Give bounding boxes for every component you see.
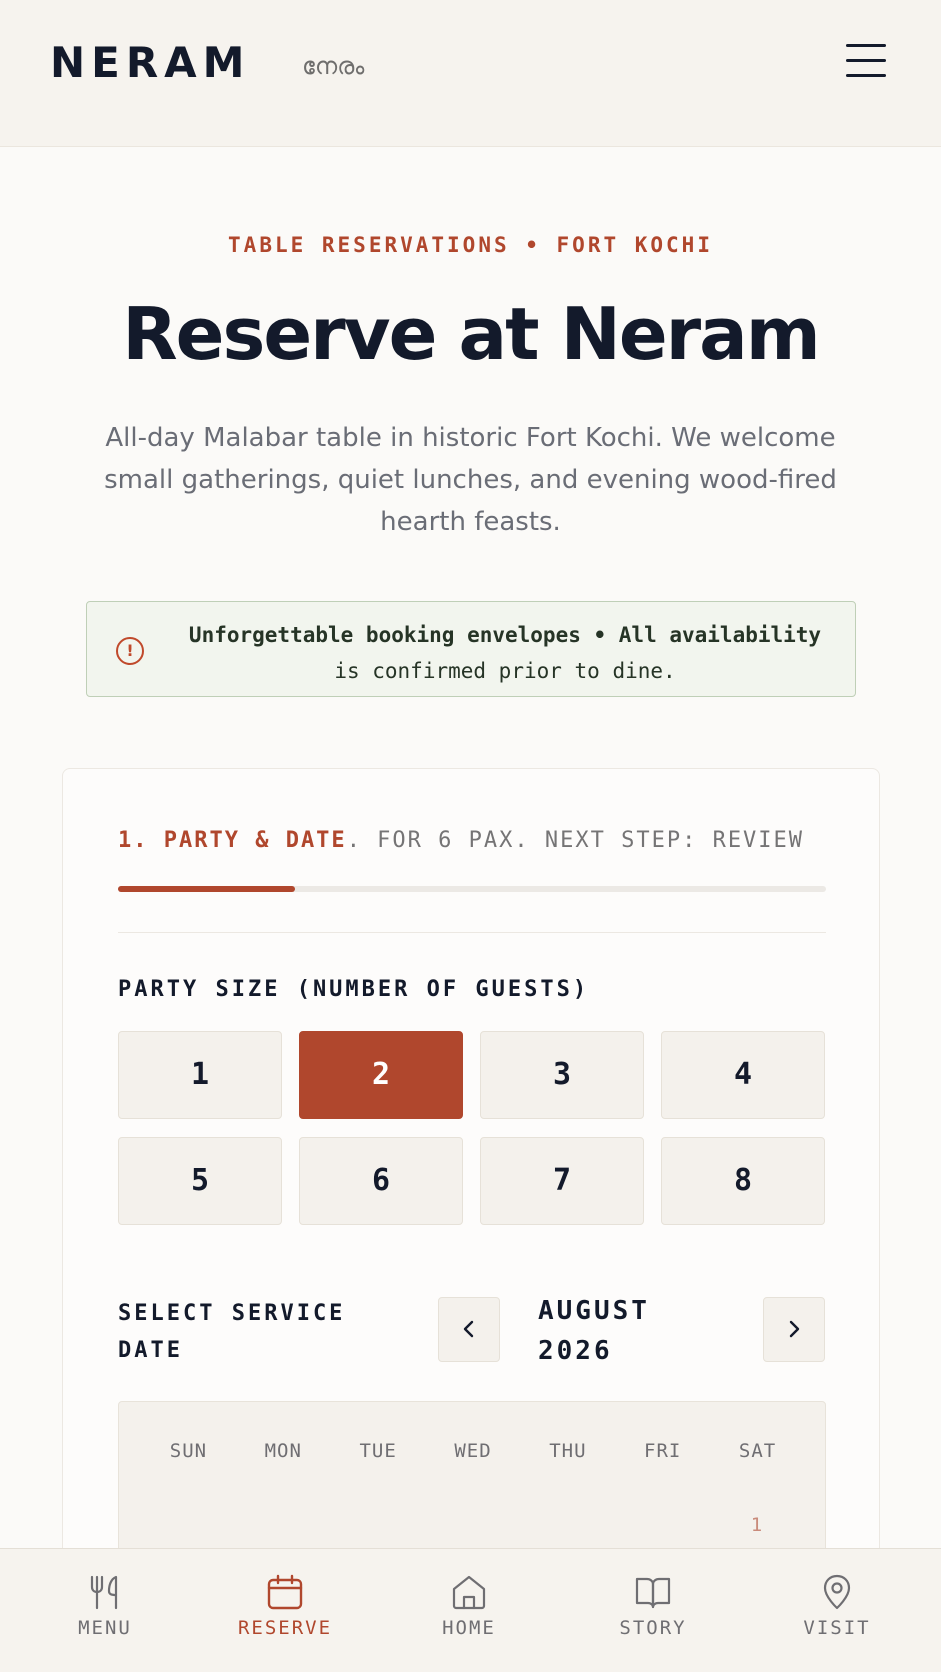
- step-rest: . FOR 6 PAX. NEXT STEP: REVIEW: [346, 828, 805, 853]
- chevron-right-icon: [783, 1318, 805, 1340]
- current-month: [538, 1291, 748, 1371]
- weekday-header: [141, 1440, 805, 1462]
- previous-month-button[interactable]: [438, 1297, 500, 1362]
- notice-lead: Unforgettable booking envelopes • All availability: [188, 623, 822, 647]
- party-size-option[interactable]: 6: [299, 1137, 463, 1225]
- divider: [118, 932, 826, 933]
- weekday-label: TUE: [359, 1440, 397, 1462]
- weekday-label: THU: [549, 1440, 587, 1462]
- nav-reserve-label: RESERVE: [237, 1617, 333, 1639]
- party-size-option[interactable]: 5: [118, 1137, 282, 1225]
- party-size-label: PARTY SIZE (NUMBER OF GUESTS): [118, 977, 590, 1002]
- nav-home-label: HOME: [442, 1617, 496, 1639]
- hamburger-menu-icon[interactable]: [846, 44, 886, 78]
- map-pin-icon: [818, 1573, 856, 1611]
- weekday-label: FRI: [644, 1440, 682, 1462]
- nav-menu-label: MENU: [78, 1617, 132, 1639]
- party-size-option[interactable]: 1: [118, 1031, 282, 1119]
- party-size-option[interactable]: 8: [661, 1137, 825, 1225]
- top-header: [0, 0, 941, 147]
- book-open-icon: [634, 1573, 672, 1611]
- brand-logo-malayalam: നേരം: [302, 52, 365, 80]
- weekday-label: WED: [454, 1440, 492, 1462]
- utensils-icon: [86, 1573, 124, 1611]
- bottom-navigation: [0, 1548, 941, 1672]
- month-name: AUGUST: [538, 1296, 650, 1326]
- weekday-label: MON: [264, 1440, 302, 1462]
- calendar-day[interactable]: 1: [750, 1514, 763, 1536]
- home-icon: [450, 1573, 488, 1611]
- step-indicator: [118, 828, 828, 853]
- page-subtitle: All-day Malabar table in historic Fort Kochi. We welcome small gatherings, quiet lunches, and evening wood-fired hearth feasts.: [104, 423, 837, 537]
- nav-story[interactable]: [588, 1573, 718, 1639]
- page-title: Reserve at Neram: [122, 292, 819, 376]
- page-eyebrow: TABLE RESERVATIONS • FORT KOCHI: [228, 233, 713, 257]
- month-year: 2026: [538, 1336, 613, 1366]
- step-active: 1. PARTY & DATE: [118, 828, 347, 853]
- chevron-left-icon: [458, 1318, 480, 1340]
- party-size-option[interactable]: 4: [661, 1031, 825, 1119]
- service-date-label: SELECT SERVICE DATE: [118, 1301, 346, 1363]
- step-progress-fill: [118, 886, 295, 892]
- notice-text: [165, 617, 845, 689]
- nav-reserve[interactable]: [220, 1573, 350, 1639]
- reservation-card: [62, 768, 880, 1672]
- nav-home[interactable]: [404, 1573, 534, 1639]
- next-month-button[interactable]: [763, 1297, 825, 1362]
- alert-circle-icon: !: [116, 637, 144, 665]
- weekday-label: SAT: [738, 1440, 777, 1462]
- notice-rest: is confirmed prior to dine.: [334, 659, 676, 683]
- step-progress-track: [118, 886, 826, 892]
- nav-visit-label: VISIT: [803, 1617, 871, 1639]
- party-size-grid: [118, 1031, 826, 1225]
- nav-menu[interactable]: [40, 1573, 170, 1639]
- booking-notice: [86, 601, 856, 697]
- brand-logo[interactable]: NERAM: [50, 38, 251, 87]
- calendar-icon: [266, 1573, 304, 1611]
- nav-story-label: STORY: [619, 1617, 687, 1639]
- party-size-option[interactable]: 3: [480, 1031, 644, 1119]
- weekday-label: SUN: [169, 1440, 208, 1462]
- party-size-option[interactable]: 2: [299, 1031, 463, 1119]
- party-size-option[interactable]: 7: [480, 1137, 644, 1225]
- nav-visit[interactable]: [772, 1573, 902, 1639]
